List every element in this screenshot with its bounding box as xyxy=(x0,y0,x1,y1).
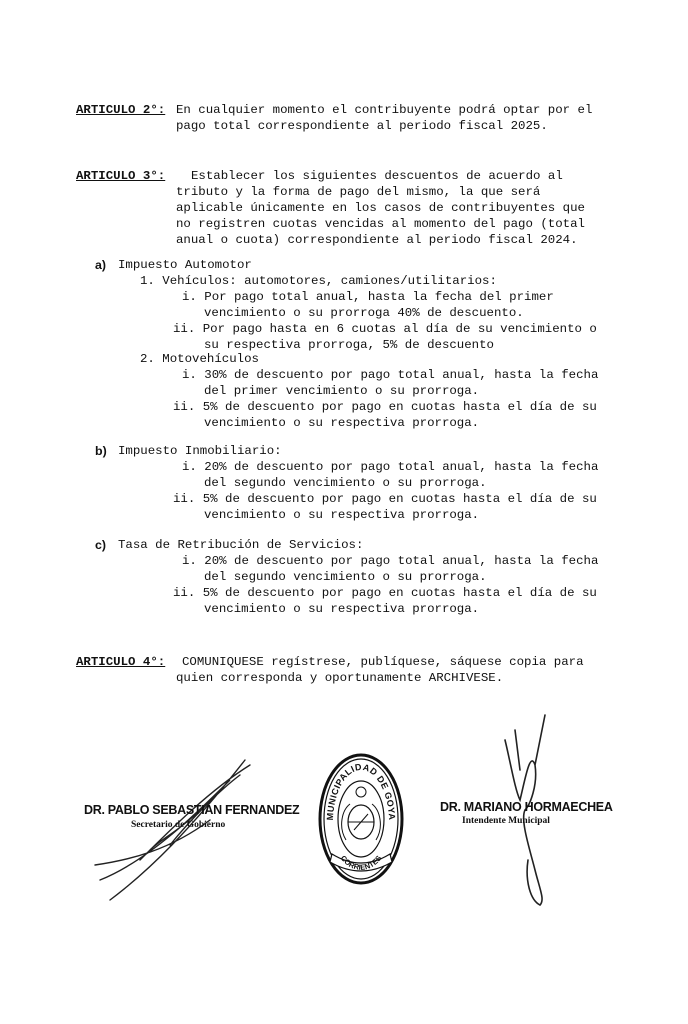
section-b-item-i-cont: del segundo vencimiento o su prorroga. xyxy=(204,476,487,490)
section-c-item-i: i. 20% de descuento por pago total anual, hasta la fecha xyxy=(182,554,599,568)
section-c-item-i-cont: del segundo vencimiento o su prorroga. xyxy=(204,570,487,584)
section-b-title: Impuesto Inmobiliario: xyxy=(118,444,282,458)
articulo-4-label: ARTICULO 4°: xyxy=(76,655,166,669)
left-signatory-name: DR. PABLO SEBASTIAN FERNANDEZ xyxy=(84,803,300,817)
right-signatory-role: Intendente Municipal xyxy=(462,816,550,826)
section-b-item-ii-cont: vencimiento o su respectiva prorroga. xyxy=(204,508,480,522)
municipal-seal-icon xyxy=(318,752,404,886)
articulo-3-line: Establecer los siguientes descuentos de acuerdo al xyxy=(191,169,563,183)
articulo-3-line: tributo y la forma de pago del mismo, la que será xyxy=(176,185,541,199)
articulo-4-line: quien corresponda y oportunamente ARCHIVESE. xyxy=(176,671,504,685)
articulo-2-line: pago total correspondiente al periodo fiscal 2025. xyxy=(176,119,548,133)
section-c-marker: c) xyxy=(95,538,107,552)
section-a-marker: a) xyxy=(95,258,107,272)
left-signatory-role: Secretario de Gobierno xyxy=(131,820,226,830)
articulo-3-line: anual o cuota) correspondiente al periodo fiscal 2024. xyxy=(176,233,578,247)
articulo-3-label: ARTICULO 3°: xyxy=(76,169,166,183)
section-a-sub1-item-i-cont: vencimiento o su prorroga 40% de descuento. xyxy=(204,306,524,320)
section-a-sub1-title: 1. Vehículos: automotores, camiones/utilitarios: xyxy=(140,274,497,288)
section-a-sub1-item-ii-cont: su respectiva prorroga, 5% de descuento xyxy=(204,338,494,352)
section-c-item-ii: ii. 5% de descuento por pago en cuotas hasta el día de su xyxy=(173,586,597,600)
right-signatory-name: DR. MARIANO HORMAECHEA xyxy=(440,800,613,814)
left-signature xyxy=(80,750,280,920)
section-b-item-i: i. 20% de descuento por pago total anual, hasta la fecha xyxy=(182,460,599,474)
section-a-sub2-title: 2. Motovehículos xyxy=(140,352,259,366)
section-a-sub1-item-i: i. Por pago total anual, hasta la fecha del primer xyxy=(182,290,554,304)
articulo-3-line: no registren cuotas vencidas al momento del pago (total xyxy=(176,217,585,231)
section-a-sub1-item-ii: ii. Por pago hasta en 6 cuotas al día de su vencimiento o xyxy=(173,322,597,336)
svg-text:CORRIENTES: CORRIENTES xyxy=(338,853,384,872)
section-a-sub2-item-ii: ii. 5% de descuento por pago en cuotas hasta el día de su xyxy=(173,400,597,414)
articulo-3-line: aplicable únicamente en los casos de contribuyentes que xyxy=(176,201,585,215)
articulo-4-line: COMUNIQUESE regístrese, publíquese, sáquese copia para xyxy=(182,655,584,669)
section-b-marker: b) xyxy=(95,444,107,458)
svg-text:MUNICIPALIDAD DE GOYA: MUNICIPALIDAD DE GOYA xyxy=(324,761,398,821)
section-c-item-ii-cont: vencimiento o su respectiva prorroga. xyxy=(204,602,480,616)
section-a-sub2-item-i-cont: del primer vencimiento o su prorroga. xyxy=(204,384,480,398)
articulo-2-line: En cualquier momento el contribuyente podrá optar por el xyxy=(176,103,593,117)
section-a-title: Impuesto Automotor xyxy=(118,258,252,272)
section-b-item-ii: ii. 5% de descuento por pago en cuotas hasta el día de su xyxy=(173,492,597,506)
section-a-sub2-item-i: i. 30% de descuento por pago total anual, hasta la fecha xyxy=(182,368,599,382)
section-a-sub2-item-ii-cont: vencimiento o su respectiva prorroga. xyxy=(204,416,480,430)
section-c-title: Tasa de Retribución de Servicios: xyxy=(118,538,364,552)
articulo-2-label: ARTICULO 2°: xyxy=(76,103,166,117)
